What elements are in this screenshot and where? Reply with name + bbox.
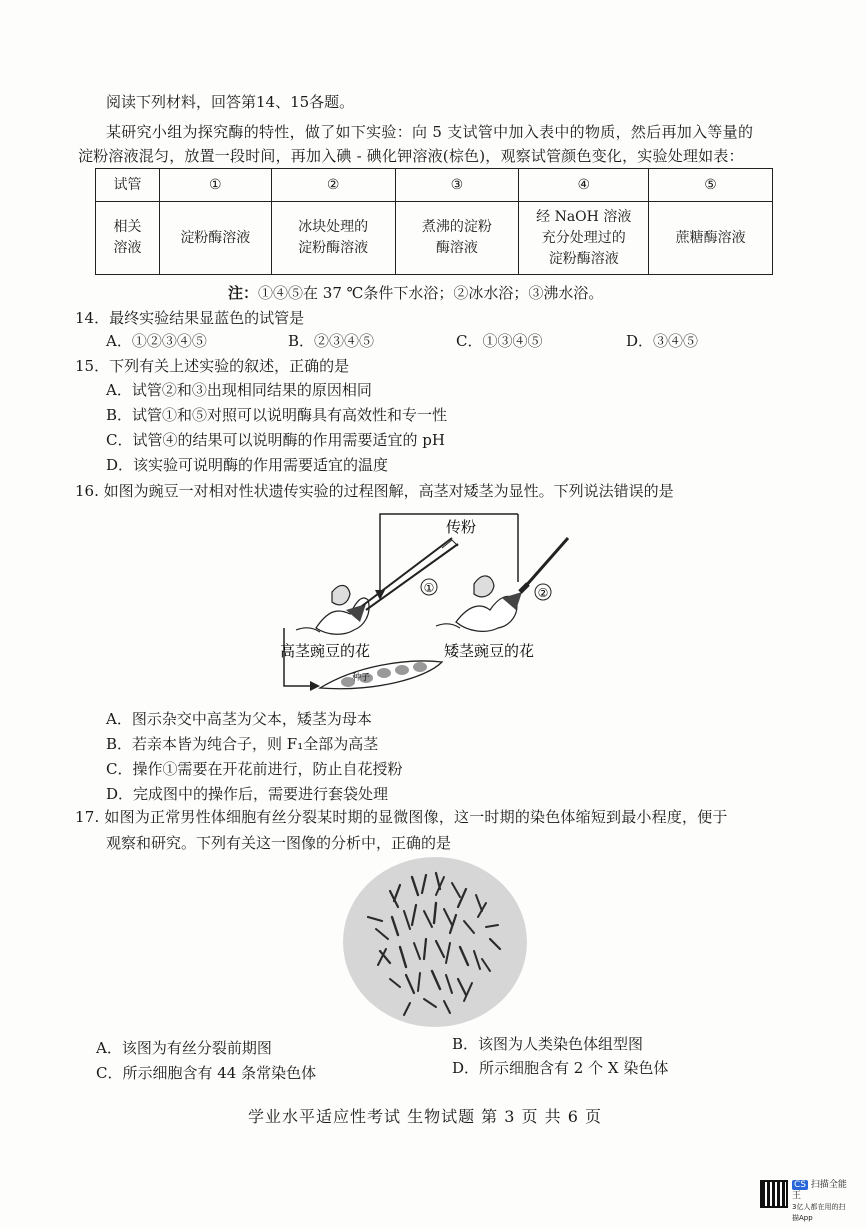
tweezers-icon bbox=[362, 538, 458, 610]
pollination-label: 传粉 bbox=[446, 518, 477, 536]
tube-number: ④ bbox=[519, 169, 649, 202]
solution-line: 淀粉酶溶液 bbox=[180, 229, 251, 246]
note-label: 注： bbox=[228, 284, 259, 302]
solution-line: 冰块处理的 bbox=[298, 219, 369, 235]
q15-stem: 15．下列有关上述实验的叙述，正确的是 bbox=[75, 357, 350, 375]
tube-solution bbox=[649, 202, 773, 275]
q17-option-c: C．所示细胞含有 44 条常染色体 bbox=[96, 1064, 317, 1082]
scanner-badge-icon: CS bbox=[794, 1180, 806, 1190]
table-header-label: 试管 bbox=[96, 169, 160, 202]
q16-option-b: B．若亲本皆为纯合子，则 F₁全部为高茎 bbox=[106, 735, 379, 753]
q17-option-d: D．所示细胞含有 2 个 X 染色体 bbox=[452, 1059, 669, 1077]
pea-pod-icon bbox=[320, 661, 442, 689]
tube-number: ⑤ bbox=[649, 169, 773, 202]
scanner-brand: 扫描全能王 bbox=[792, 1180, 847, 1201]
pea-cross-figure bbox=[276, 510, 576, 700]
q16-option-a: A．图示杂交中高茎为父本，矮茎为母本 bbox=[106, 710, 372, 728]
scanner-watermark bbox=[760, 1180, 852, 1222]
chromosome-micrograph bbox=[340, 855, 530, 1030]
tube-solution bbox=[519, 202, 649, 275]
tube-number: ① bbox=[159, 169, 271, 202]
q17-stem-line-2: 观察和研究。下列有关这一图像的分析中，正确的是 bbox=[106, 834, 452, 852]
tube-number: ③ bbox=[395, 169, 519, 202]
solution-line: 经 NaOH 溶液 bbox=[536, 208, 632, 225]
solution-line: 淀粉酶溶液 bbox=[298, 240, 369, 256]
solution-line: 淀粉酶溶液 bbox=[548, 250, 619, 267]
tube-solution bbox=[159, 202, 271, 275]
solution-line: 煮沸的淀粉 bbox=[421, 219, 492, 235]
intro-line-3: 淀粉溶液混匀，放置一段时间，再加入碘 - 碘化钾溶液(棕色)，观察试管颜色变化，实验处理如表： bbox=[78, 147, 744, 165]
q14-stem: 14．最终实验结果显蓝色的试管是 bbox=[75, 309, 305, 327]
tube-number: ② bbox=[271, 169, 395, 202]
row-label-line: 溶液 bbox=[113, 240, 142, 256]
table-note bbox=[228, 282, 603, 303]
seed-label: 种子 bbox=[352, 673, 371, 683]
row-label-line: 相关 bbox=[113, 219, 142, 235]
q14-option-d: D．③④⑤ bbox=[626, 332, 699, 350]
tall-pea-flower-icon bbox=[296, 585, 369, 634]
intro-line-1: 阅读下列材料，回答第14、15各题。 bbox=[106, 93, 355, 111]
row-label bbox=[96, 202, 160, 275]
q17-option-b: B．该图为人类染色体组型图 bbox=[452, 1035, 644, 1053]
short-pea-flower-icon bbox=[436, 576, 522, 631]
q14-option-c: C．①③④⑤ bbox=[456, 332, 543, 350]
solution-line: 蔗糖酶溶液 bbox=[675, 229, 746, 246]
qr-code-icon bbox=[760, 1180, 788, 1208]
tube-solution bbox=[395, 202, 519, 275]
short-flower-label: 矮茎豌豆的花 bbox=[444, 642, 535, 660]
solution-line: 酶溶液 bbox=[435, 240, 478, 256]
q16-option-c: C．操作①需要在开花前进行，防止自花授粉 bbox=[106, 760, 403, 778]
q15-option-b: B．试管①和⑤对照可以说明酶具有高效性和专一性 bbox=[106, 406, 448, 424]
q14-option-a: A．①②③④⑤ bbox=[106, 332, 207, 350]
step-2-label: ② bbox=[537, 586, 549, 600]
q15-option-a: A．试管②和③出现相同结果的原因相同 bbox=[106, 381, 372, 399]
q16-option-d: D．完成图中的操作后，需要进行套袋处理 bbox=[106, 785, 389, 803]
scanner-tagline: 3亿人都在用的扫描App bbox=[792, 1203, 846, 1222]
q15-option-c: C．试管④的结果可以说明酶的作用需要适宜的 pH bbox=[106, 431, 445, 449]
scanner-label bbox=[792, 1180, 852, 1224]
q16-stem: 16. 如图为豌豆一对相对性状遗传实验的过程图解，高茎对矮茎为显性。下列说法错误的是 bbox=[75, 482, 674, 500]
tall-flower-label: 高茎豌豆的花 bbox=[280, 642, 371, 660]
note-text: ①④⑤在 37 ℃条件下水浴；②冰水浴；③沸水浴。 bbox=[258, 284, 604, 302]
q14-option-b: B．②③④⑤ bbox=[288, 332, 375, 350]
q17-option-a: A．该图为有丝分裂前期图 bbox=[96, 1039, 272, 1057]
q17-stem-line-1: 17. 如图为正常男性体细胞有丝分裂某时期的显微图像，这一时期的染色体缩短到最小程度，便于 bbox=[75, 808, 728, 826]
q15-option-d: D．该实验可说明酶的作用需要适宜的温度 bbox=[106, 456, 389, 474]
solution-line: 充分处理过的 bbox=[541, 229, 626, 246]
page-footer: 学业水平适应性考试 生物试题 第 3 页 共 6 页 bbox=[248, 1107, 602, 1126]
tube-solution bbox=[271, 202, 395, 275]
intro-line-2: 某研究小组为探究酶的特性，做了如下实验：向 5 支试管中加入表中的物质，然后再加入等量的 bbox=[106, 123, 754, 141]
experiment-table bbox=[95, 168, 773, 275]
step-1-label: ① bbox=[423, 581, 435, 595]
